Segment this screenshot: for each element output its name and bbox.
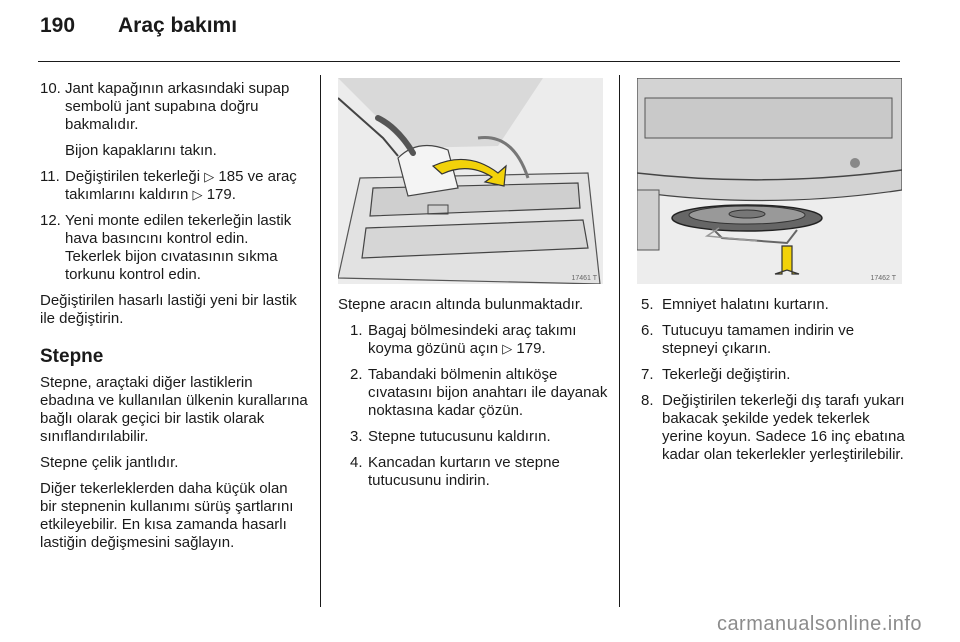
column-divider-2 xyxy=(619,75,620,607)
paragraph: Stepne aracın altında bulunmaktadır. xyxy=(338,296,584,313)
step-text: Yeni monte edilen tekerleğin lastik hava basıncını kontrol edin. Tekerlek bijon cıvatasının sıkma torkunu kontrol edin. xyxy=(65,212,292,283)
section-heading: Stepne xyxy=(40,346,104,367)
column-1 xyxy=(40,80,308,560)
trunk-illustration xyxy=(338,78,603,284)
step-number: 10. xyxy=(40,80,61,97)
figure-code: 17462 T xyxy=(870,275,896,282)
trunk-figure xyxy=(338,78,603,284)
step-3 xyxy=(338,428,608,446)
step-8 xyxy=(641,392,913,464)
column-divider-1 xyxy=(320,75,321,607)
step-text: Bagaj bölmesindeki araç takımı koyma gözünü açın xyxy=(368,322,577,357)
paragraph: Stepne çelik jantlıdır. xyxy=(40,454,179,471)
step-number: 5. xyxy=(641,296,654,313)
step-text: Emniyet halatını kurtarın. xyxy=(662,296,829,313)
spare-wheel-figure xyxy=(637,78,902,284)
step-7 xyxy=(641,366,913,384)
reference-arrow-icon: ▷ xyxy=(192,187,203,202)
figure-code: 17461 T xyxy=(571,275,597,282)
step-text: Stepne tutucusunu kaldırın. xyxy=(368,428,551,445)
step-number: 12. xyxy=(40,212,61,229)
page-number: 190 xyxy=(40,14,76,37)
page-header xyxy=(40,14,237,50)
paragraph: Diğer tekerleklerden daha küçük olan bir stepnenin kullanımı sürüş şartlarını etkileyebilir. En kısa zamanda hasarlı lastiğin değişmesini sağlayın. xyxy=(40,480,294,551)
step-number: 4. xyxy=(350,454,363,471)
step-4 xyxy=(338,454,608,490)
step-number: 2. xyxy=(350,366,363,383)
step-2 xyxy=(338,366,608,420)
step-1 xyxy=(338,322,608,358)
column-3 xyxy=(641,296,913,472)
step-10-sub: Bijon kapaklarını takın. xyxy=(65,142,217,159)
step-number: 6. xyxy=(641,322,654,339)
step-12 xyxy=(40,212,308,284)
step-number: 7. xyxy=(641,366,654,383)
reference-arrow-icon: ▷ xyxy=(204,169,215,184)
step-text: 185 ve araç takımlarını kaldırın xyxy=(65,168,297,203)
step-text: Tabandaki bölmenin altıköşe cıvatasını bijon anahtarı ile dayanak noktasına kadar çözün. xyxy=(368,366,608,419)
step-text: Jant kapağının arkasındaki supap sembolü jant supabına doğru bakmalıdır. xyxy=(65,80,290,133)
reference-arrow-icon: ▷ xyxy=(502,341,513,356)
page-reference: 179. xyxy=(206,186,236,203)
step-11 xyxy=(40,168,308,204)
page-reference: 179. xyxy=(516,340,546,357)
step-text: Tekerleği değiştirin. xyxy=(662,366,791,383)
step-text: Kancadan kurtarın ve stepne tutucusunu indirin. xyxy=(368,454,560,489)
step-text: Değiştirilen tekerleği dış tarafı yukarı bakacak şekilde yedek tekerlek yerine koyun. Sadece 16 inç ebatına kadar olan tekerlekler yerleştirilebilir. xyxy=(662,392,905,463)
step-text: Tutucuyu tamamen indirin ve stepneyi çıkarın. xyxy=(662,322,855,357)
step-number: 3. xyxy=(350,428,363,445)
watermark: carmanualsonline.info xyxy=(716,613,922,635)
header-divider xyxy=(38,61,900,62)
page-title: Araç bakımı xyxy=(118,14,238,37)
step-number: 8. xyxy=(641,392,654,409)
step-6 xyxy=(641,322,913,358)
paragraph: Değiştirilen hasarlı lastiği yeni bir lastik ile değiştirin. xyxy=(40,292,297,327)
step-number: 1. xyxy=(350,322,363,339)
step-number: 11. xyxy=(40,168,60,185)
paragraph: Stepne, araçtaki diğer lastiklerin ebadına ve kullanılan ülkenin kurallarına bağlı olarak geçici bir lastik olarak sınıflandırılabilir. xyxy=(40,374,308,445)
step-10 xyxy=(40,80,308,134)
step-text: Değiştirilen tekerleği xyxy=(65,168,205,185)
step-5 xyxy=(641,296,913,314)
column-2 xyxy=(338,296,608,498)
spare-wheel-illustration xyxy=(637,78,902,284)
